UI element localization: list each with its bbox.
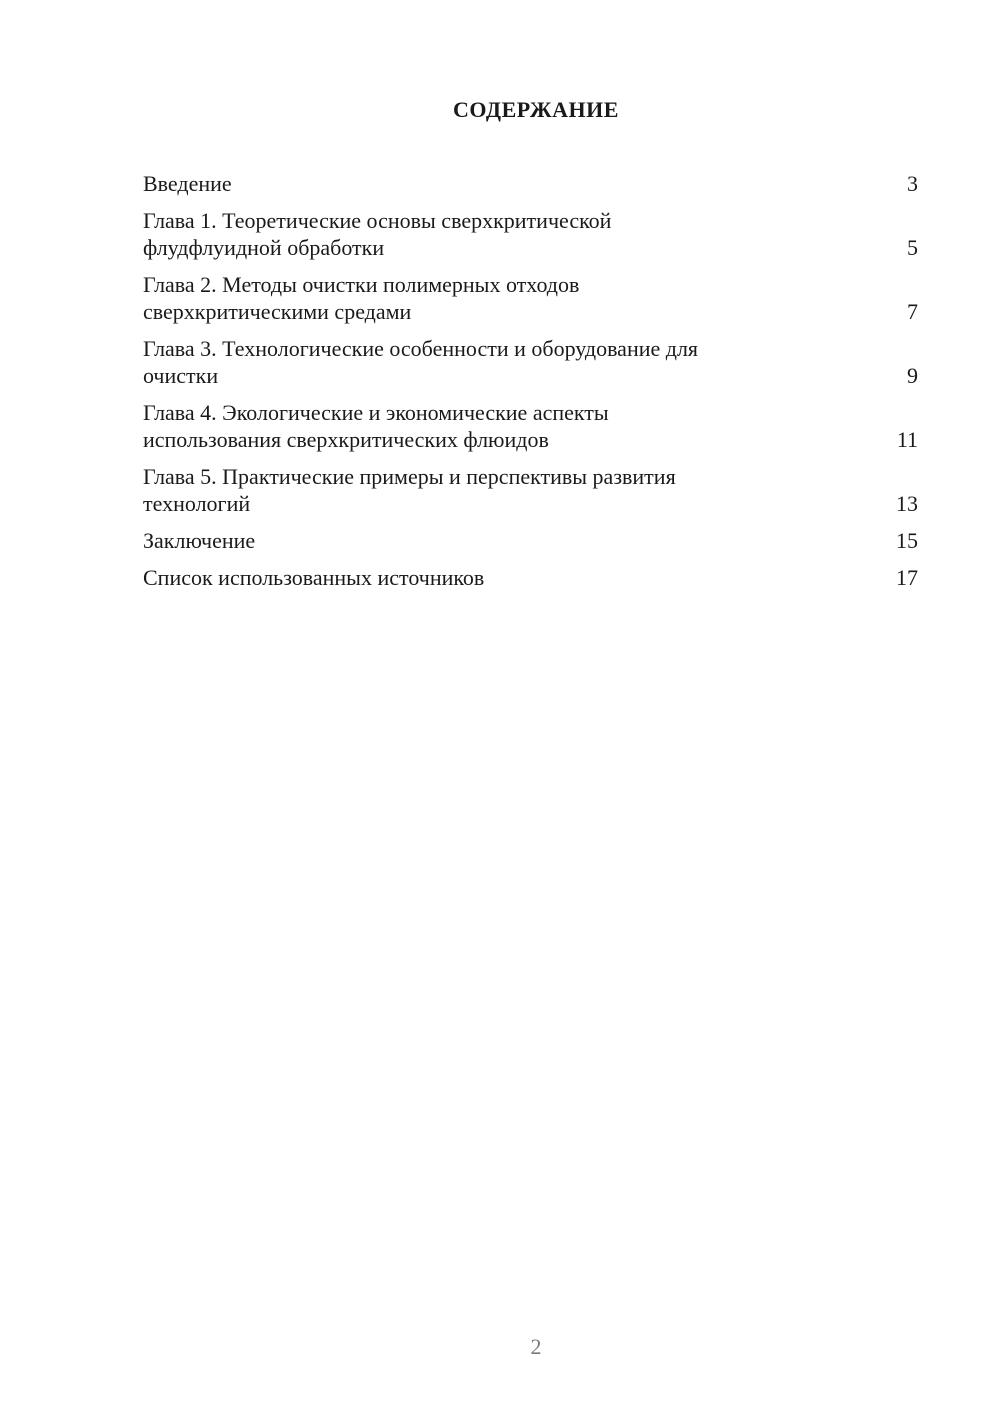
table-of-contents xyxy=(143,170,918,601)
toc-entry-page: 9 xyxy=(907,363,918,388)
toc-entry-chapter-5 xyxy=(143,463,918,517)
toc-entry-chapter-4 xyxy=(143,399,918,453)
toc-entry-references xyxy=(143,564,918,591)
toc-entry-text: Глава 5. Практические примеры и перспективы развития технологий xyxy=(143,464,676,516)
toc-entry-text: Заключение xyxy=(143,528,256,553)
toc-entry-text: Глава 4. Экологические и экономические аспекты использования сверхкритических флюидов xyxy=(143,400,609,452)
toc-entry-introduction xyxy=(143,170,918,197)
toc-entry-page: 13 xyxy=(896,491,918,516)
toc-entry-page: 3 xyxy=(907,171,918,196)
toc-entry-text: Введение xyxy=(143,171,232,196)
toc-entry-chapter-3 xyxy=(143,335,918,389)
toc-entry-text: Список использованных источников xyxy=(143,565,485,590)
toc-entry-conclusion xyxy=(143,527,918,554)
toc-entry-chapter-1 xyxy=(143,207,918,261)
toc-entry-page: 5 xyxy=(907,235,918,260)
page-number: 2 xyxy=(530,1334,542,1359)
toc-entry-page: 11 xyxy=(896,427,918,452)
toc-entry-page: 17 xyxy=(896,565,918,590)
page-title: СОДЕРЖАНИЕ xyxy=(453,97,619,122)
toc-entry-chapter-2 xyxy=(143,271,918,325)
toc-entry-text: Глава 2. Методы очистки полимерных отходов сверхкритическими средами xyxy=(143,272,580,324)
toc-entry-page: 7 xyxy=(907,299,918,324)
toc-entry-text: Глава 1. Теоретические основы сверхкритической флудфлуидной обработки xyxy=(143,208,612,260)
toc-entry-page: 15 xyxy=(896,528,918,553)
toc-entry-text: Глава 3. Технологические особенности и оборудование для очистки xyxy=(143,336,699,388)
